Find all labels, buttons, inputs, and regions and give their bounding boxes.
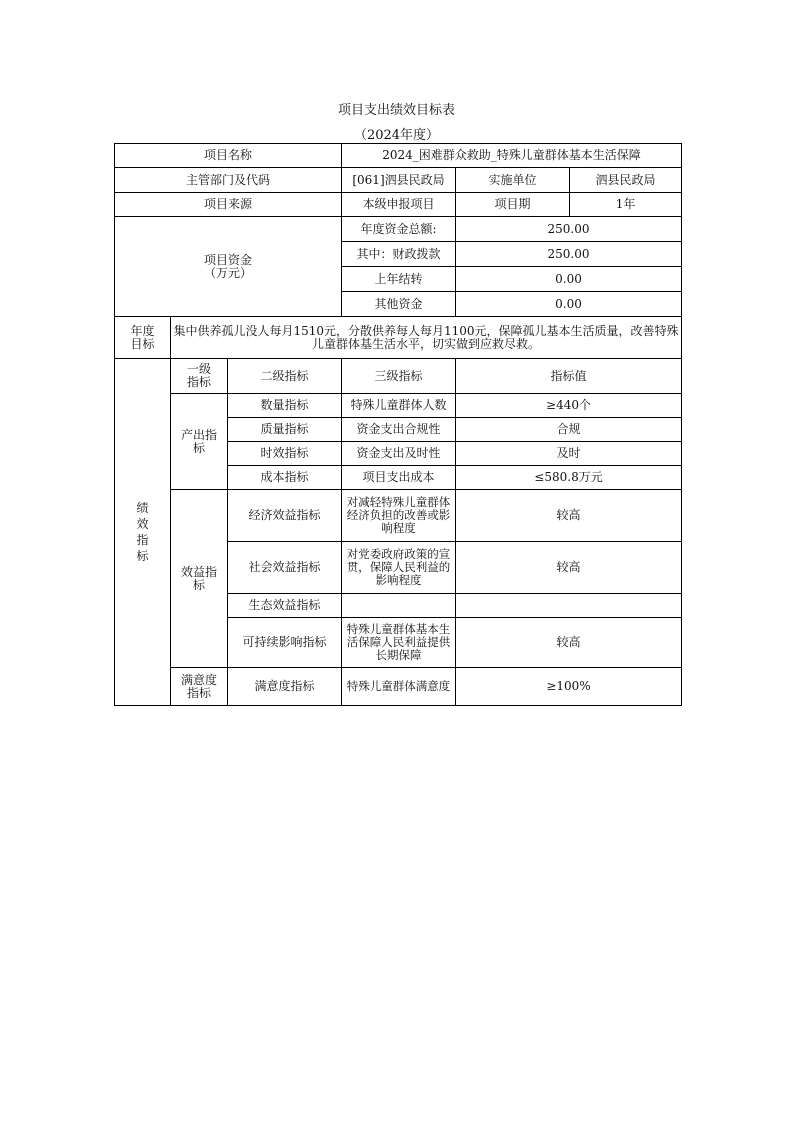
header-level1-line1: 一级 <box>186 362 211 376</box>
header-level1-line2: 指标 <box>186 375 211 389</box>
performance-indicators-label <box>115 359 171 706</box>
performance-target-table <box>114 143 682 706</box>
level3-cell: 资金支出及时性 <box>342 442 456 466</box>
level2-cell: 时效指标 <box>228 442 342 466</box>
impl-unit-label: 实施单位 <box>456 168 570 193</box>
row-project-name <box>115 144 682 168</box>
row-dept <box>115 168 682 193</box>
group-output-line1: 产出指 <box>180 427 217 442</box>
funds-other-label: 其他资金 <box>342 292 456 317</box>
funds-carryover-label: 上年结转 <box>342 267 456 292</box>
funds-other-value: 0.00 <box>456 292 682 317</box>
annual-goal-label <box>115 317 171 359</box>
header-level1 <box>171 359 228 394</box>
indicator-row <box>115 394 682 418</box>
row-funds-total <box>115 217 682 242</box>
page-title: 项目支出绩效目标表 <box>337 103 455 118</box>
level2-cell: 数量指标 <box>228 394 342 418</box>
value-cell: 及时 <box>456 442 682 466</box>
value-cell: ≤580.8万元 <box>456 466 682 490</box>
funds-label <box>115 217 342 317</box>
level3-cell: 对减轻特殊儿童群体经济负担的改善或影响程度 <box>342 490 456 542</box>
funds-total-label: 年度资金总额: <box>342 217 456 242</box>
row-annual-goal <box>115 317 682 359</box>
source-value: 本级申报项目 <box>342 193 456 217</box>
level3-cell: 特殊儿童群体人数 <box>342 394 456 418</box>
period-label: 项目期 <box>456 193 570 217</box>
source-label: 项目来源 <box>115 193 342 217</box>
header-level3: 三级指标 <box>342 359 456 394</box>
level3-cell <box>342 594 456 618</box>
annual-goal-label-line2: 目标 <box>130 336 155 351</box>
indicator-row <box>115 668 682 706</box>
annual-goal-label-line1: 年度 <box>130 323 155 338</box>
value-cell: ≥440个 <box>456 394 682 418</box>
impl-unit-value: 泗县民政局 <box>570 168 682 193</box>
group-satisfaction-line1: 满意度 <box>180 672 217 687</box>
header-level2: 二级指标 <box>228 359 342 394</box>
value-cell: 较高 <box>456 542 682 594</box>
value-cell: 较高 <box>456 618 682 668</box>
page-subtitle: （2024年度） <box>353 128 440 143</box>
group-satisfaction-label <box>171 668 228 706</box>
level2-cell: 经济效益指标 <box>228 490 342 542</box>
group-satisfaction-line2: 指标 <box>186 685 211 700</box>
level2-cell: 满意度指标 <box>228 668 342 706</box>
indicator-row <box>115 490 682 542</box>
annual-goal-text: 集中供养孤儿没人每月1510元，分散供养每人每月1100元，保障孤儿基本生活质量，改善特殊儿童群体基生活水平，切实做到应救尽救。 <box>171 317 682 359</box>
group-output-line2: 标 <box>192 440 205 455</box>
group-benefit-label <box>171 490 228 668</box>
level3-cell: 对党委政府政策的宣贯，保障人民利益的影响程度 <box>342 542 456 594</box>
level2-cell: 成本指标 <box>228 466 342 490</box>
header-value: 指标值 <box>456 359 682 394</box>
funds-total-value: 250.00 <box>456 217 682 242</box>
value-cell: 较高 <box>456 490 682 542</box>
value-cell: 合规 <box>456 418 682 442</box>
level2-cell: 社会效益指标 <box>228 542 342 594</box>
level2-cell: 生态效益指标 <box>228 594 342 618</box>
row-indicator-header <box>115 359 682 394</box>
row-source <box>115 193 682 217</box>
performance-indicators-label-text: 绩效指标 <box>136 501 149 563</box>
level3-cell: 资金支出合规性 <box>342 418 456 442</box>
value-cell <box>456 594 682 618</box>
value-cell: ≥100% <box>456 668 682 706</box>
funds-label-line1: 项目资金 <box>203 252 252 267</box>
group-benefit-line2: 标 <box>192 577 205 592</box>
funds-fiscal-label: 其中：财政拨款 <box>342 242 456 267</box>
funds-label-line2: （万元） <box>203 265 252 280</box>
level3-cell: 特殊儿童群体满意度 <box>342 668 456 706</box>
period-value: 1年 <box>570 193 682 217</box>
funds-fiscal-value: 250.00 <box>456 242 682 267</box>
funds-carryover-value: 0.00 <box>456 267 682 292</box>
level3-cell: 特殊儿童群体基本生活保障人民利益提供长期保障 <box>342 618 456 668</box>
project-name-label: 项目名称 <box>115 144 342 168</box>
dept-value: [061]泗县民政局 <box>342 168 456 193</box>
group-output-label <box>171 394 228 490</box>
level3-cell: 项目支出成本 <box>342 466 456 490</box>
group-benefit-line1: 效益指 <box>180 564 217 579</box>
level2-cell: 可持续影响指标 <box>228 618 342 668</box>
level2-cell: 质量指标 <box>228 418 342 442</box>
dept-label: 主管部门及代码 <box>115 168 342 193</box>
project-name-value: 2024_困难群众救助_特殊儿童群体基本生活保障 <box>342 144 682 168</box>
